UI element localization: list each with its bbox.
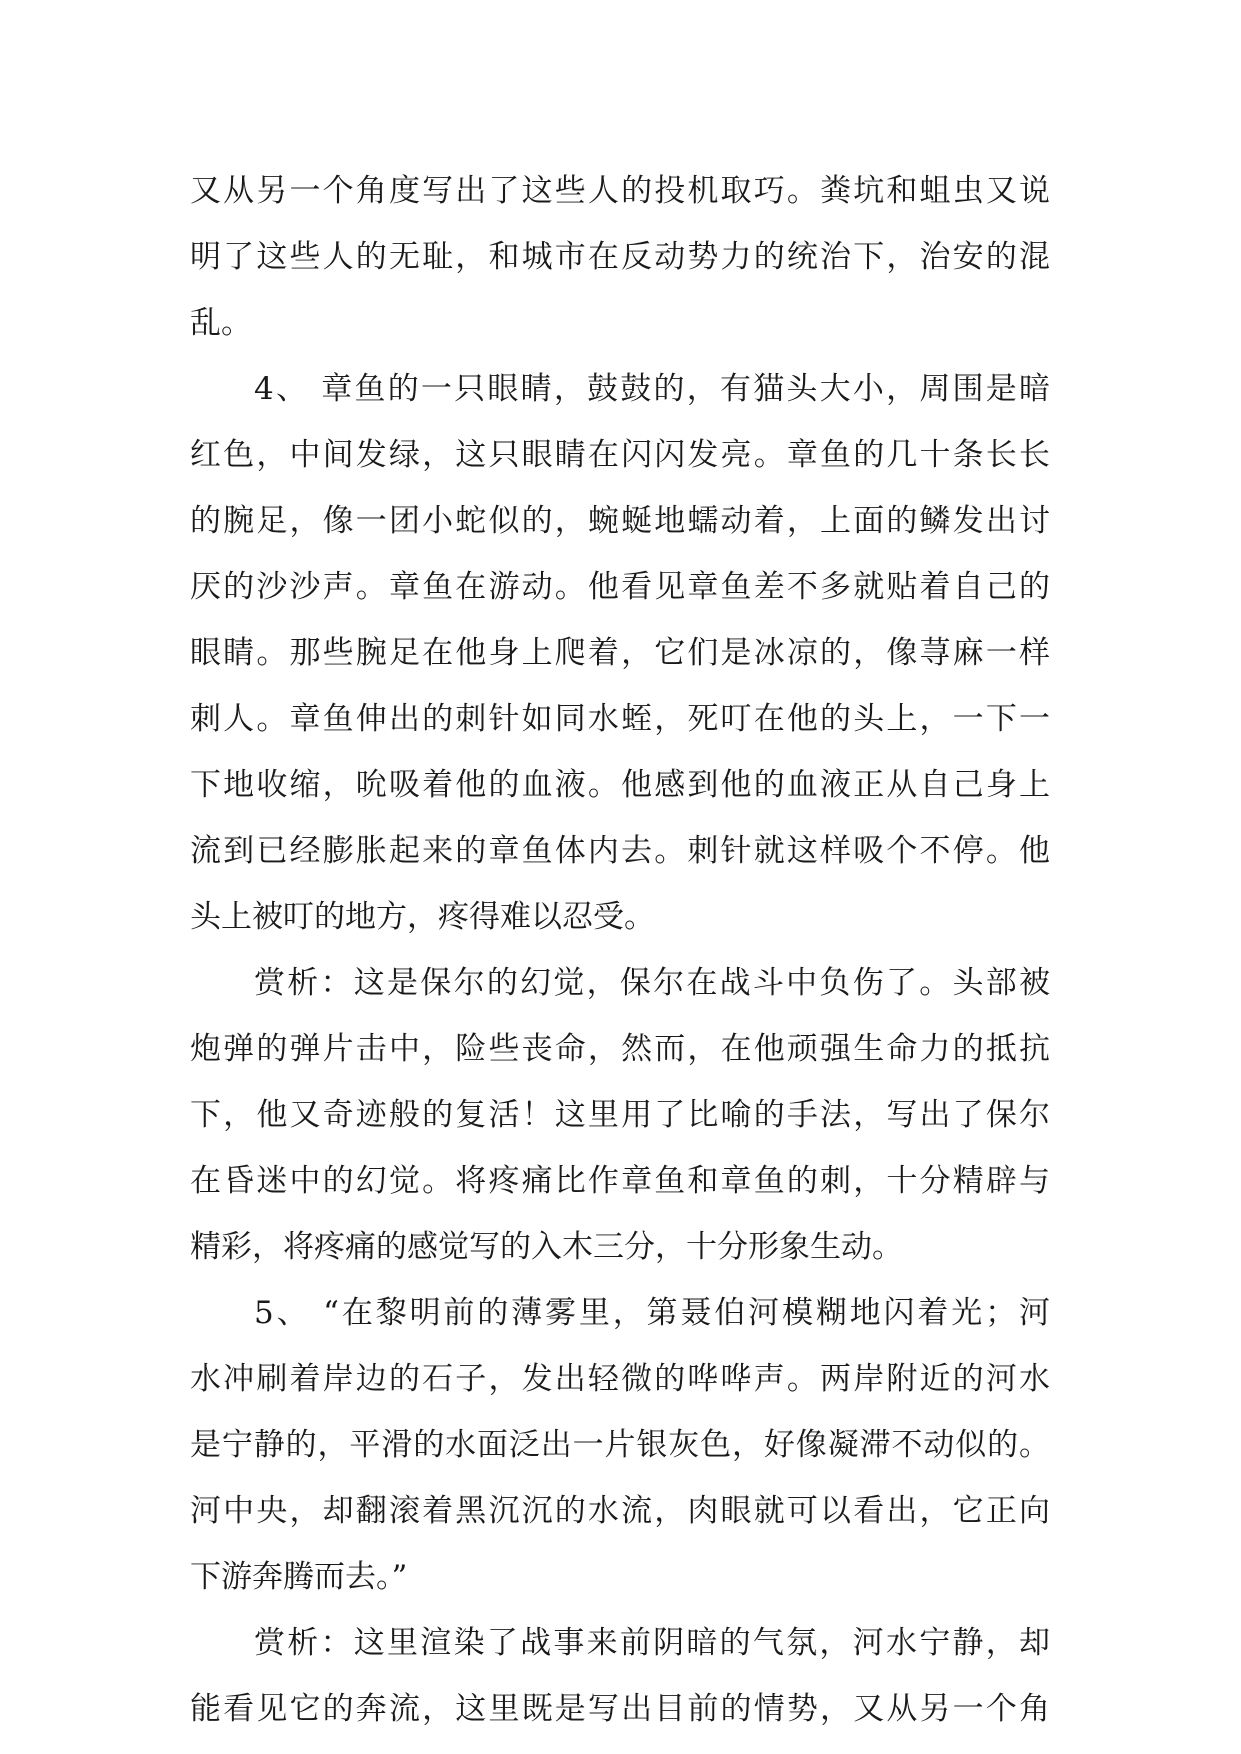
text-line: 赏析：这里渲染了战事来前阴暗的气氛，河水宁静，却 bbox=[254, 1625, 1050, 1661]
text-line: 明了这些人的无耻，和城市在反动势力的统治下，治安的混 bbox=[190, 239, 1050, 275]
text-line: 乱。 bbox=[190, 305, 252, 341]
text-line: 下，他又奇迹般的复活！这里用了比喻的手法，写出了保尔 bbox=[190, 1097, 1050, 1133]
text-line: 眼睛。那些腕足在他身上爬着，它们是冰凉的，像荨麻一样 bbox=[190, 635, 1050, 671]
text-line: 精彩，将疼痛的感觉写的入木三分，十分形象生动。 bbox=[190, 1229, 903, 1265]
text-line: 在昏迷中的幻觉。将疼痛比作章鱼和章鱼的刺，十分精辟与 bbox=[190, 1163, 1050, 1199]
text-line: 流到已经膨胀起来的章鱼体内去。刺针就这样吸个不停。他 bbox=[190, 833, 1050, 869]
text-line: 水冲刷着岸边的石子，发出轻微的哗哗声。两岸附近的河水 bbox=[190, 1361, 1050, 1397]
text-line: 是宁静的，平滑的水面泛出一片银灰色，好像凝滞不动似的。 bbox=[190, 1427, 1050, 1463]
text-line: 的腕足，像一团小蛇似的，蜿蜒地蠕动着，上面的鳞发出讨 bbox=[190, 503, 1050, 539]
text-line: 头上被叮的地方，疼得难以忍受。 bbox=[190, 899, 655, 935]
text-line: 5、 “在黎明前的薄雾里，第聂伯河模糊地闪着光；河 bbox=[254, 1295, 1050, 1331]
text-line: 又从另一个角度写出了这些人的投机取巧。粪坑和蛆虫又说 bbox=[190, 173, 1050, 209]
text-line: 能看见它的奔流，这里既是写出目前的情势，又从另一个角 bbox=[190, 1691, 1050, 1727]
text-line: 红色，中间发绿，这只眼睛在闪闪发亮。章鱼的几十条长长 bbox=[190, 437, 1050, 473]
text-line: 4、 章鱼的一只眼睛，鼓鼓的，有猫头大小，周围是暗 bbox=[254, 371, 1050, 407]
text-line: 下游奔腾而去。” bbox=[190, 1559, 408, 1595]
text-line: 下地收缩，吮吸着他的血液。他感到他的血液正从自己身上 bbox=[190, 767, 1050, 803]
text-line: 刺人。章鱼伸出的刺针如同水蛭，死叮在他的头上，一下一 bbox=[190, 701, 1050, 737]
text-line: 炮弹的弹片击中，险些丧命，然而，在他顽强生命力的抵抗 bbox=[190, 1031, 1050, 1067]
text-line: 厌的沙沙声。章鱼在游动。他看见章鱼差不多就贴着自己的 bbox=[190, 569, 1050, 605]
text-line: 赏析：这是保尔的幻觉，保尔在战斗中负伤了。头部被 bbox=[254, 965, 1050, 1001]
body-text bbox=[190, 158, 1050, 1742]
text-line: 河中央，却翻滚着黑沉沉的水流，肉眼就可以看出，它正向 bbox=[190, 1493, 1050, 1529]
